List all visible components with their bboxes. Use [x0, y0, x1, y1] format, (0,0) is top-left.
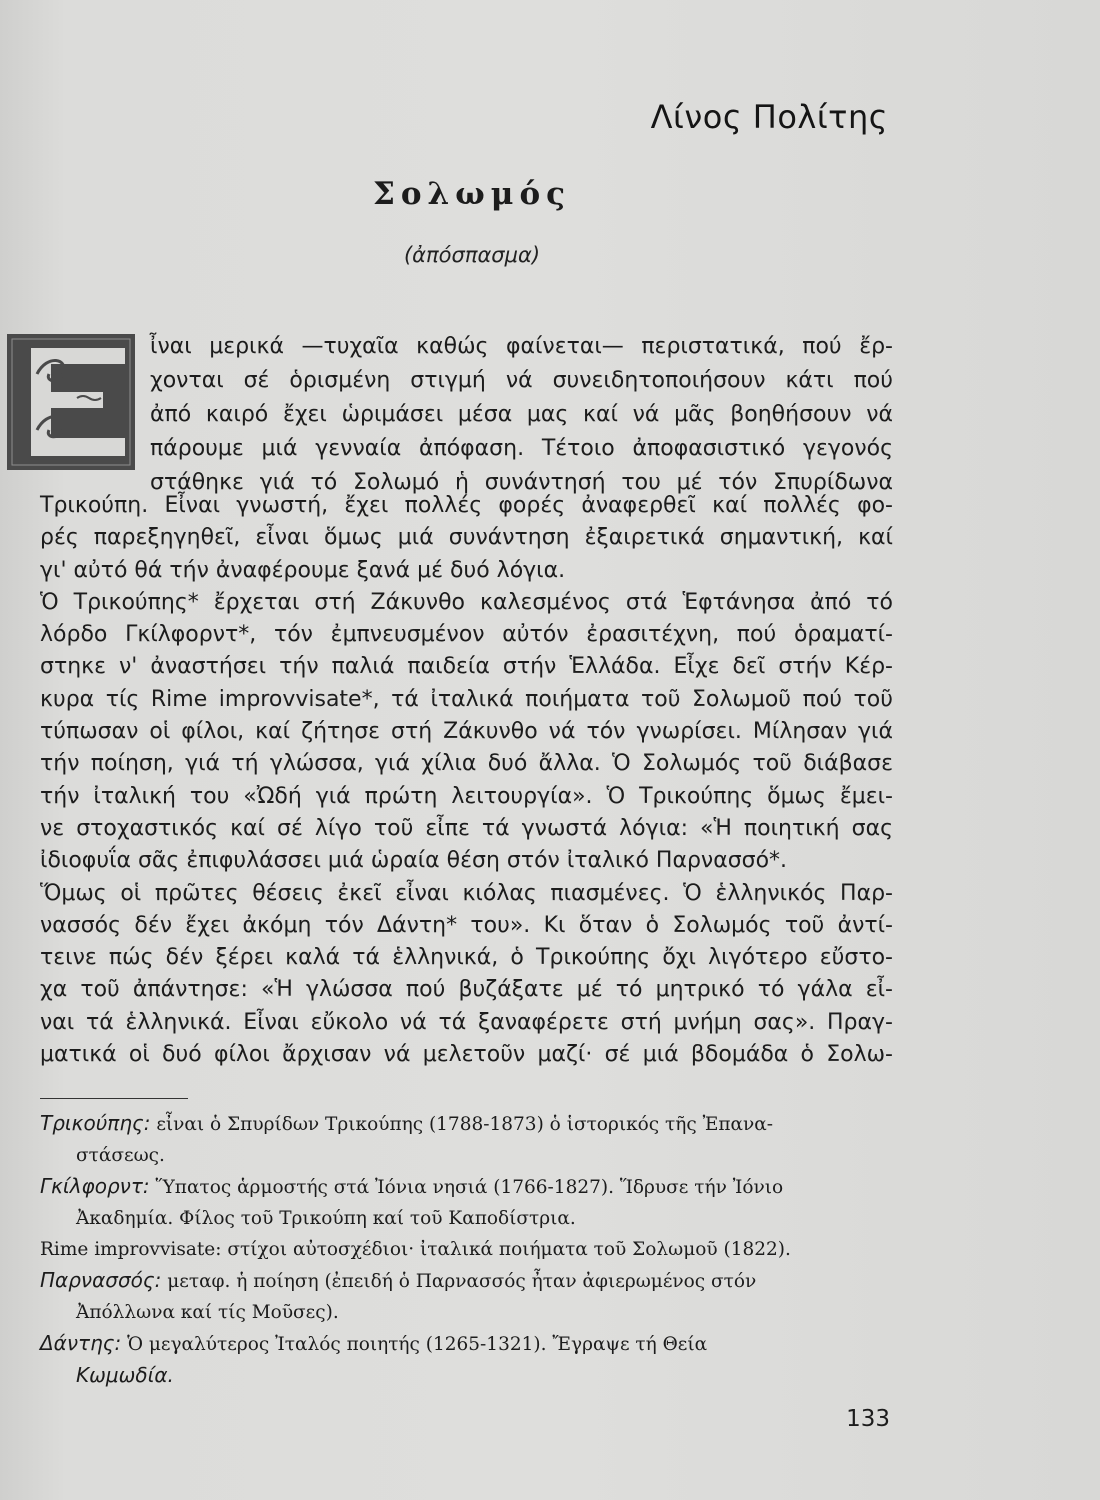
article-title: Σολωμός [372, 176, 572, 212]
article-subtitle: (ἀπόσπασμα) [403, 243, 541, 267]
text-line: ναι τά ἑλληνικά. Εἶναι εὔκολο νά τά ξαναφέρετε στή μνήμη σας». Πραγ- [40, 1009, 893, 1035]
footnote [40, 1108, 892, 1171]
text-line: γι' αὐτό θά τήν ἀναφέρουμε ξανά μέ δυό λόγια. [40, 557, 566, 583]
footnote [40, 1234, 892, 1265]
lead-line: πάρουμε μιά γενναία ἀπόφαση. Τέτοιο ἀποφασιστικό γεγονός [150, 436, 893, 461]
footnote-term: Rime improvvisate: [40, 1239, 222, 1260]
lead-line: ἀπό καιρό ἔχει ὡριμάσει μέσα μας καί νά μᾶς βοηθήσουν νά [150, 402, 893, 427]
text-line: τήν ἰταλική του «Ὠδή γιά πρώτη λειτουργία». Ὁ Τρικούπης ὅμως ἔμει- [40, 783, 893, 809]
footnote [40, 1328, 892, 1391]
text-line: νασσός δέν ἔχει ἀκόμη τόν Δάντη* του». Κι ὅταν ὁ Σολωμός τοῦ ἀντί- [40, 912, 893, 938]
footnote-text: στάσεως. [76, 1145, 165, 1166]
text-line: Ὅμως οἱ πρῶτες θέσεις ἐκεῖ εἶναι κιόλας πιασμένες. Ὁ ἑλληνικός Παρ- [40, 880, 893, 906]
footnote-text: μεταφ. ἡ ποίηση (ἐπειδή ὁ Παρνασσός ἦταν ἀφιερωμένος στόν [161, 1271, 757, 1292]
text-line: Ὁ Τρικούπης* ἔρχεται στή Ζάκυνθο καλεσμένος στά Ἑφτάνησα ἀπό τό [40, 589, 893, 615]
lead-paragraph [150, 330, 893, 500]
footnote-term: Δάντης: [40, 1331, 122, 1355]
dropcap-letter-icon [7, 334, 135, 470]
lead-line: ἶναι μερικά —τυχαῖα καθώς φαίνεται— περιστατικά, πού ἔρ- [150, 334, 893, 359]
footnote-text: στίχοι αὐτοσχέδιοι· ἰταλικά ποιήματα τοῦ Σολωμοῦ (1822). [221, 1239, 791, 1260]
lead-line: χονται σέ ὁρισμένη στιγμή νά συνειδητοποιήσουν κάτι πού [150, 368, 893, 393]
text-line: ἰδιοφυΐα σᾶς ἐπιφυλάσσει μιά ὡραία θέση στόν ἰταλικό Παρνασσό*. [40, 848, 788, 874]
author-name: Λίνος Πολίτης [650, 98, 888, 136]
footnotes [40, 1108, 892, 1391]
footnote [40, 1265, 892, 1328]
footnote-text: Ἀπόλλωνα καί τίς Μοῦσες). [76, 1302, 339, 1323]
footnote [40, 1171, 892, 1234]
footnote-divider [40, 1098, 188, 1099]
text-line: ματικά οἱ δυό φίλοι ἄρχισαν νά μελετοῦν μαζί· σέ μιά βδομάδα ὁ Σολω- [40, 1042, 893, 1068]
text-line: τεινε πώς δέν ξέρει καλά τά ἑλληνικά, ὁ Τρικούπης ὄχι λιγότερο εὔστο- [40, 945, 893, 971]
text-line: νε στοχαστικός καί σέ λίγο τοῦ εἶπε τά γνωστά λόγια: «Ἡ ποιητική σας [40, 815, 893, 841]
text-line: Τρικούπη. Εἶναι γνωστή, ἔχει πολλές φορές ἀναφερθεῖ καί πολλές φο- [40, 493, 893, 518]
text-line: τύπωσαν οἱ φίλοι, καί ζήτησε στή Ζάκυνθο νά τόν γνωρίσει. Μίλησαν γιά [40, 719, 893, 745]
main-text [40, 490, 893, 1071]
footnote-text: Ὕπατος ἁρμοστής στά Ἰόνια νησιά (1766-1827). Ἵδρυσε τήν Ἰόνιο [149, 1177, 784, 1198]
footnote-text: Κωμωδία. [76, 1363, 174, 1387]
text-line: ρές παρεξηγηθεῖ, εἶναι ὅμως μιά συνάντηση ἐξαιρετικά σημαντική, καί [40, 525, 893, 551]
ornamental-dropcap [7, 334, 135, 470]
footnote-term: Τρικούπης: [40, 1111, 151, 1135]
page-number: 133 [846, 1406, 890, 1432]
footnote-text: Ὁ μεγαλύτερος Ἰταλός ποιητής (1265-1321). Ἔγραψε τή Θεία [121, 1334, 708, 1355]
text-line: χα τοῦ ἀπάντησε: «Ἡ γλώσσα πού βυζάξατε μέ τό μητρικό τό γάλα εἶ- [40, 977, 893, 1003]
footnote-term: Γκίλφορντ: [40, 1174, 150, 1198]
text-line: λόρδο Γκίλφορντ*, τόν ἐμπνευσμένον αὐτόν ἐρασιτέχνη, πού ὁραματί- [40, 622, 893, 648]
footnote-text: εἶναι ὁ Σπυρίδων Τρικούπης (1788-1873) ὁ ἱστορικός τῆς Ἐπανα- [150, 1114, 774, 1135]
lead-line: στάθηκε γιά τό Σολωμό ἡ συνάντησή του μέ τόν Σπυρίδωνα [150, 470, 893, 495]
footnote-term: Παρνασσός: [40, 1268, 162, 1292]
footnote-text: Ἀκαδημία. Φίλος τοῦ Τρικούπη καί τοῦ Καποδίστρια. [76, 1208, 576, 1229]
text-line: στηκε ν' ἀναστήσει τήν παλιά παιδεία στήν Ἑλλάδα. Εἶχε δεῖ στήν Κέρ- [40, 654, 893, 680]
text-line: τήν ποίηση, γιά τή γλώσσα, γιά χίλια δυό ἄλλα. Ὁ Σολωμός τοῦ διάβασε [40, 751, 893, 777]
dropcap-letter: Ε [67, 414, 75, 425]
text-line: κυρα τίς Rime improvvisate*, τά ἰταλικά ποιήματα τοῦ Σολωμοῦ πού τοῦ [40, 686, 893, 712]
